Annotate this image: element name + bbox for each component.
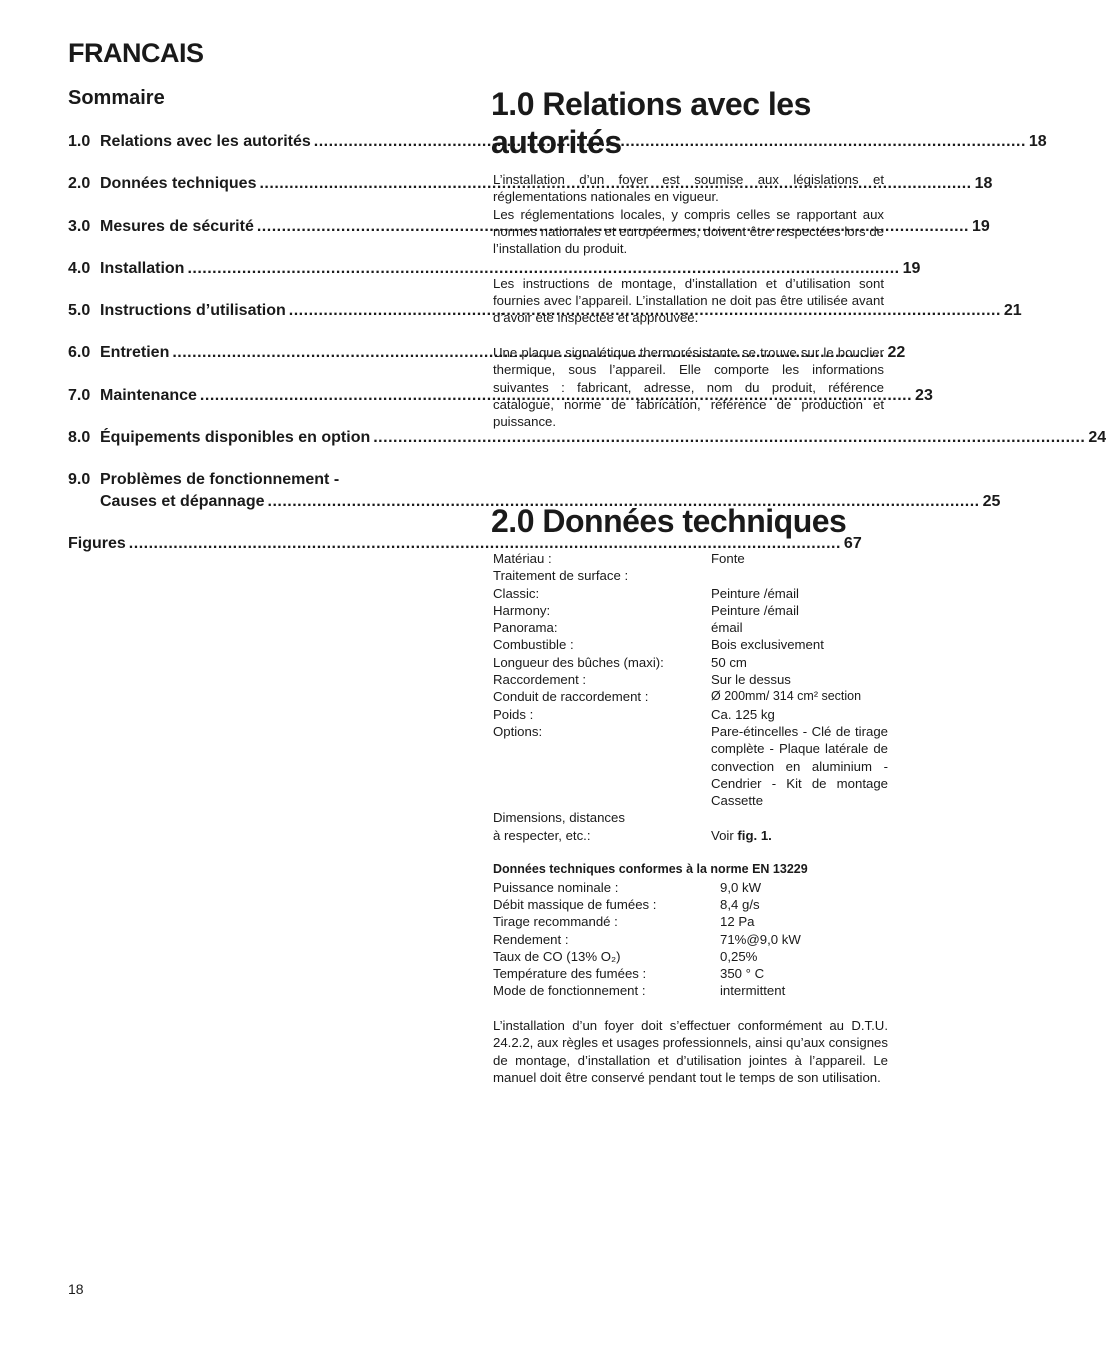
toc-item[interactable]	[68, 131, 1047, 173]
spec-row	[493, 913, 888, 930]
section-1-heading: 1.0 Relations avec les autorités	[491, 86, 811, 160]
spec-key: Puissance nominale :	[493, 879, 619, 895]
spec-key: Dimensions, distances	[493, 810, 625, 826]
spec-key: Options:	[493, 723, 543, 739]
spec-value: Peinture /émail	[711, 585, 799, 601]
spec-value: émail	[711, 620, 743, 636]
spec-value: 0,25%	[720, 948, 758, 964]
spec-value: Bois exclusivement	[711, 637, 824, 653]
spec-row	[493, 619, 888, 636]
spec-row	[493, 550, 888, 567]
toc-label: Maintenance	[100, 386, 197, 404]
toc-label: Mesures de sécurité	[100, 217, 254, 235]
figure-reference[interactable]: fig. 1.	[737, 827, 772, 843]
spec-key: Tirage recommandé :	[493, 914, 618, 930]
toc-title: Sommaire	[68, 87, 165, 109]
spec-key: Combustible :	[493, 637, 574, 653]
toc-number: 5.0	[68, 302, 91, 320]
section-2-heading: 2.0 Données techniques	[491, 503, 847, 539]
toc-page: 23	[915, 386, 933, 404]
spec-value: Pare-étincelles - Clé de tirage complète - Plaque latérale de convection en aluminium - Cendrier - Kit de montage Cassette	[711, 723, 888, 809]
spec-value: intermittent	[720, 983, 786, 999]
spec-value: 8,4 g/s	[720, 896, 760, 912]
spec-row	[493, 585, 888, 602]
toc-item[interactable]	[68, 385, 933, 427]
toc-label: Problèmes de fonctionnement -	[100, 471, 340, 489]
spec-value: Fonte	[711, 551, 745, 566]
toc-number: 7.0	[68, 386, 91, 404]
spec-value: 350 ° C	[720, 966, 765, 982]
technical-data	[493, 550, 888, 1086]
toc-page: 24	[1088, 429, 1106, 447]
spec-key: Matériau :	[493, 551, 552, 566]
toc-page: 22	[887, 344, 906, 362]
toc-number: 8.0	[68, 429, 91, 447]
toc-label: Équipements disponibles en option	[100, 429, 371, 447]
page-number: 18	[68, 1281, 84, 1297]
toc-page: 18	[1028, 133, 1047, 150]
toc-label: Figures	[68, 535, 126, 553]
spec-key: Débit massique de fumées :	[493, 896, 657, 912]
spec-row	[493, 636, 888, 653]
spec-value: Peinture /émail	[711, 602, 799, 618]
spec-row	[493, 602, 888, 619]
en-13229-title: Données techniques conformes à la norme EN 13229	[493, 862, 808, 877]
en-13229-data	[493, 879, 888, 1000]
toc-label: Installation	[100, 259, 185, 277]
toc-item[interactable]	[68, 427, 1106, 469]
spec-value: 12 Pa	[720, 914, 755, 930]
language-heading: FRANCAIS	[68, 38, 204, 68]
toc-page: 67	[843, 535, 862, 553]
toc-label: Causes et dépannage	[100, 493, 265, 511]
toc-label: Entretien	[100, 344, 170, 362]
spec-row	[493, 879, 888, 896]
spec-value: 71%@9,0 kW	[720, 931, 801, 947]
spec-value: Sur le dessus	[711, 672, 791, 688]
spec-row	[493, 671, 888, 688]
spec-row	[493, 723, 888, 809]
spec-row	[493, 688, 888, 705]
spec-key: Poids :	[493, 706, 534, 722]
spec-key: Mode de fonctionnement :	[493, 983, 646, 999]
spec-value: Ø 200mm/ 314 cm² section	[711, 689, 862, 704]
toc-number: 4.0	[68, 259, 91, 277]
spec-value: Ca. 125 kg	[711, 706, 775, 722]
paragraph: Les instructions de montage, d’installation et d’utilisation sont fournies avec l’appareil. L’installation ne doit pas être utilisée avant d’avoir été inspectée et approuvée.	[493, 275, 884, 326]
paragraph: L’installation d’un foyer est soumise aux législations et réglementations nationales en vigueur.	[493, 172, 884, 205]
spec-key: Conduit de raccordement :	[493, 689, 649, 705]
section-1-body	[493, 171, 884, 430]
spec-row	[493, 931, 888, 948]
spec-key: Harmony:	[493, 602, 551, 618]
toc-label: Données techniques	[100, 175, 257, 193]
toc-item[interactable]	[68, 258, 921, 300]
spec-key: Traitement de surface :	[493, 568, 629, 584]
toc-number: 2.0	[68, 175, 91, 193]
toc-number: 1.0	[68, 133, 91, 150]
spec-row	[493, 965, 888, 982]
spec-key: à respecter, etc.:	[493, 827, 591, 843]
spec-key: Raccordement :	[493, 672, 587, 688]
spec-row	[493, 948, 888, 965]
spec-key: Température des fumées :	[493, 966, 647, 982]
toc-page: 19	[902, 259, 921, 277]
toc-page: 21	[1003, 302, 1022, 320]
spec-value	[711, 567, 888, 584]
spec-key: Rendement :	[493, 931, 569, 947]
spec-row	[493, 827, 888, 844]
toc-label: Instructions d’utilisation	[100, 302, 286, 320]
toc-page: 19	[971, 217, 990, 235]
spec-row	[493, 896, 888, 913]
paragraph: Une plaque signalétique thermorésistante se trouve sur le bouclier thermique, sous l’appareil. Elle comporte les informations suivantes : fabricant, adresse, nom du produit, référence catalogue, norme de fabrication, référence de production et puissance.	[493, 344, 884, 430]
spec-key: Panorama:	[493, 620, 558, 636]
spec-row	[493, 706, 888, 723]
spec-value: 9,0 kW	[720, 879, 762, 895]
spec-row	[493, 567, 888, 584]
spec-value: Voir	[711, 827, 734, 843]
toc-item[interactable]	[68, 342, 906, 384]
toc-number: 6.0	[68, 344, 91, 362]
spec-key: Classic:	[493, 585, 540, 601]
toc-label: Relations avec les autorités	[100, 133, 311, 150]
toc-number: 3.0	[68, 217, 91, 235]
closing-paragraph: L’installation d’un foyer doit s’effectuer conformément au D.T.U. 24.2.2, aux règles et usages professionnels, ainsi qu’aux consignes de montage, d’installation et d’utilisation jointes à l’appareil. Le manuel doit être conservé pendant tout le temps de son utilisation.	[493, 1018, 888, 1085]
toc-number: 9.0	[68, 471, 91, 489]
spec-row	[493, 982, 888, 999]
toc-page: 25	[982, 493, 1001, 511]
spec-key: Longueur des bûches (maxi):	[493, 654, 664, 670]
paragraph: Les réglementations locales, y compris celles se rapportant aux normes nationales et européennes, doivent être respectées lors de l’installation du produit.	[493, 206, 884, 257]
spec-key: Taux de CO (13% O₂)	[493, 948, 621, 964]
spec-row	[493, 809, 888, 826]
spec-value: 50 cm	[711, 654, 747, 670]
spec-row	[493, 654, 888, 671]
toc-page: 18	[974, 175, 993, 193]
